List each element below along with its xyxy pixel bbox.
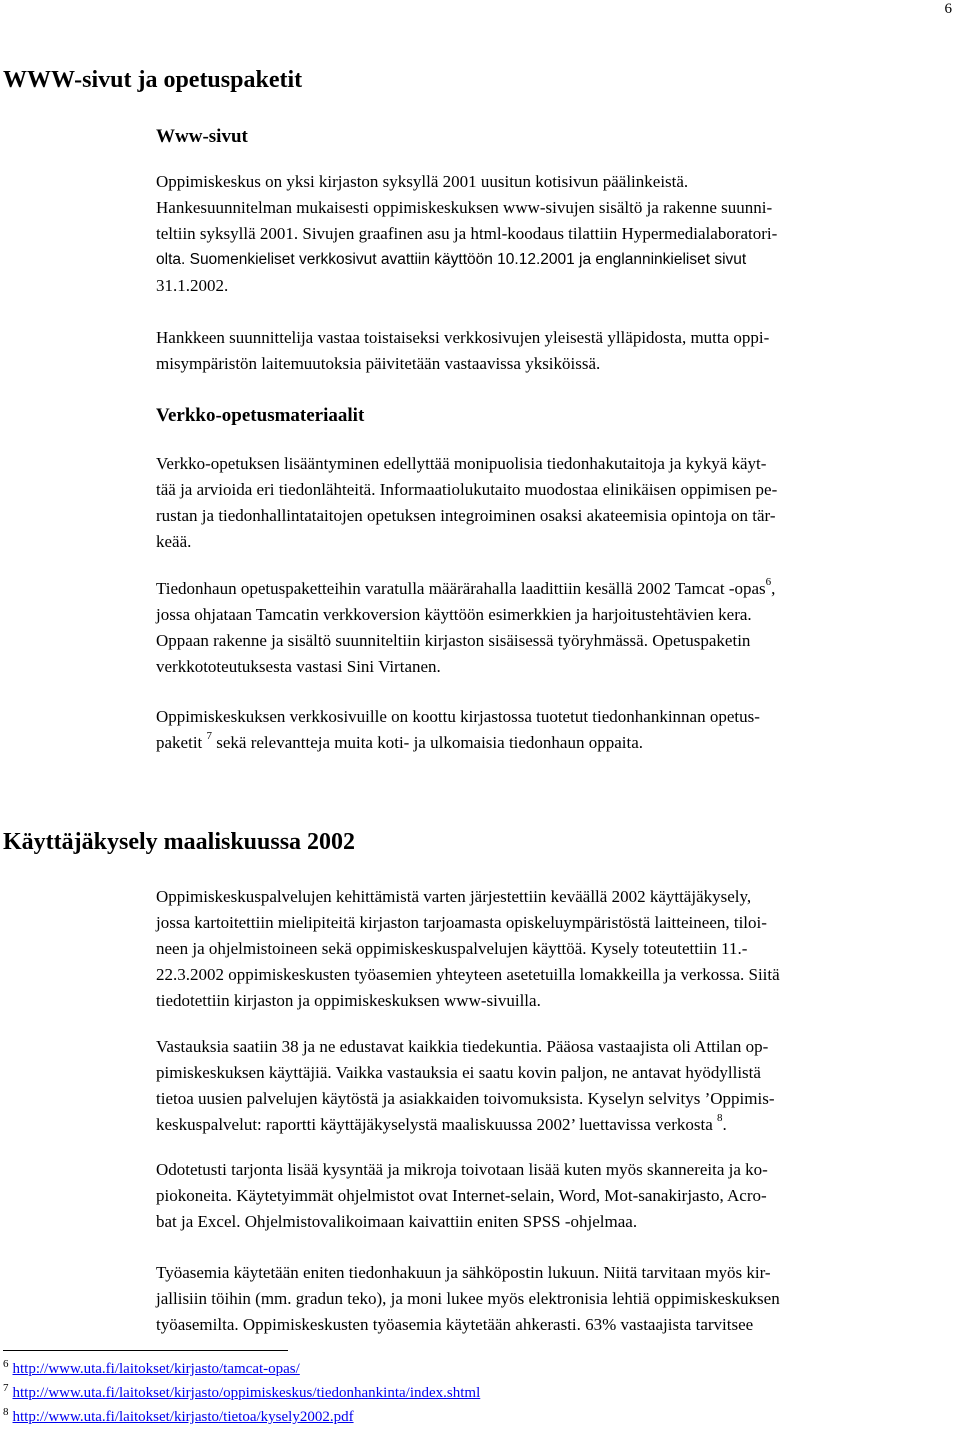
- text-line: [156, 1112, 956, 1138]
- paragraph-tarjonta: [156, 1157, 956, 1235]
- text-fragment: keskuspalvelut: raportti käyttäjäkyselystä maaliskuussa 2002’ luettavissa verkosta: [156, 1115, 718, 1134]
- text-line: tietoa uusien palvelujen käytöstä ja asiakkaiden toivomuksista. Kyselyn selvitys ’Oppimis-: [156, 1089, 775, 1108]
- section-heading-kayttajakysely: Käyttäjäkysely maaliskuussa 2002: [3, 829, 356, 855]
- text-line: Työasemia käytetään eniten tiedonhakuun ja sähköpostin lukuun. Niitä tarvitaan myös kir-: [156, 1263, 771, 1282]
- text-line: bat ja Excel. Ohjelmistovalikoimaan kaivattiin eniten SPSS -ohjelmaa.: [156, 1212, 638, 1231]
- text-line: [156, 730, 956, 756]
- paragraph-www-intro: [156, 169, 956, 299]
- text-fragment: .: [722, 1115, 727, 1134]
- text-fragment: Tiedonhaun opetuspaketteihin varatulla määrärahalla laadittiin kesällä 2002 Tamcat -opas: [156, 579, 766, 598]
- text-line: teltiin syksyllä 2001. Sivujen graafinen asu ja html-koodaus tilattiin Hypermedialaboratori-: [156, 224, 778, 243]
- text-line: Hankkeen suunnittelija vastaa toistaiseksi verkkosivujen yleisestä ylläpidosta, mutta oppi-: [156, 328, 770, 347]
- paragraph-opetuspaketit: [156, 704, 956, 756]
- page-number: 6: [944, 1, 952, 17]
- text-fragment: ,: [771, 579, 776, 598]
- paragraph-vastaukset: [156, 1034, 956, 1138]
- footnote-ref-6: 6: [765, 576, 772, 589]
- paragraph-www-maintenance: [156, 325, 956, 377]
- text-line: pimiskeskuksen käyttäjiä. Vaikka vastauksia ei saatu kovin paljon, ne antavat hyödyllistä: [156, 1063, 761, 1082]
- text-line: olta. Suomenkieliset verkkosivut avattiin käyttöön 10.12.2001 ja englanninkieliset sivut: [156, 251, 747, 268]
- footnote-number: 7: [3, 1382, 9, 1394]
- text-line: misympäristön laitemuutoksia päivitetään vastaavissa yksiköissä.: [156, 354, 601, 373]
- text-line: Oppimiskeskuksen verkkosivuille on koottu kirjastossa tuotetut tiedonhankinnan opetus-: [156, 707, 760, 726]
- subheading-www-sivut: Www-sivut: [156, 126, 248, 147]
- text-line: rustan ja tiedonhallintataitojen opetuksen integroiminen osaksi akateemisia opintoja on tär-: [156, 506, 776, 525]
- footnote-divider: [3, 1350, 288, 1351]
- text-line: jossa ohjataan Tamcatin verkkoversion käyttöön esimerkkien ja harjoitustehtävien kera.: [156, 605, 752, 624]
- section-heading-www: WWW-sivut ja opetuspaketit: [3, 67, 303, 93]
- text-line: [156, 576, 956, 602]
- text-line: neen ja ohjelmistoineen sekä oppimiskeskuspalvelujen käyttöä. Kysely toteutettiin 11.-: [156, 939, 748, 958]
- text-line: verkkototeutuksesta vastasi Sini Virtanen.: [156, 657, 441, 676]
- text-line: 22.3.2002 oppimiskeskusten työasemien yhteyteen asetetuilla lomakkeilla ja verkossa. Siitä: [156, 965, 780, 984]
- text-fragment: paketit: [156, 733, 207, 752]
- text-line: jallisiin töihin (mm. gradun teko), ja moni lukee myös elektronisia lehtiä oppimiskeskuksen: [156, 1289, 780, 1308]
- footnote-number: 8: [3, 1406, 9, 1418]
- footnote-ref-7: 7: [206, 730, 213, 743]
- text-line: keää.: [156, 532, 192, 551]
- text-line: 31.1.2002.: [156, 276, 229, 295]
- text-line: työasemilta. Oppimiskeskusten työasemia käytetään ahkerasti. 63% vastaajista tarvitsee: [156, 1315, 754, 1334]
- text-line: Oppimiskeskus on yksi kirjaston syksyllä 2001 uusitun kotisivun päälinkeistä.: [156, 172, 689, 191]
- paragraph-tyoasemat: [156, 1260, 956, 1338]
- text-line: Oppimiskeskuspalvelujen kehittämistä varten järjestettiin keväällä 2002 käyttäjäkysely,: [156, 887, 752, 906]
- footnote-6: [3, 1358, 480, 1382]
- text-fragment: sekä relevantteja muita koti- ja ulkomaisia tiedonhaun oppaita.: [212, 733, 644, 752]
- footnotes: [3, 1358, 480, 1430]
- text-line: Vastauksia saatiin 38 ja ne edustavat kaikkia tiedekuntia. Pääosa vastaajista oli Attilan op-: [156, 1037, 769, 1056]
- footnote-8: [3, 1406, 480, 1430]
- text-line: Verkko-opetuksen lisääntyminen edellyttää monipuolisia tiedonhakutaitoja ja kykyä käyt-: [156, 454, 767, 473]
- subheading-verkko-opetusmateriaalit: Verkko-opetusmateriaalit: [156, 405, 365, 426]
- footnote-link-kysely2002[interactable]: http://www.uta.fi/laitokset/kirjasto/tietoa/kysely2002.pdf: [12, 1409, 354, 1425]
- footnote-number: 6: [3, 1358, 9, 1370]
- text-line: Odotetusti tarjonta lisää kysyntää ja mikroja toivotaan lisää kuten myös skannereita ja ko-: [156, 1160, 768, 1179]
- paragraph-tamcat-opas: [156, 576, 956, 680]
- paragraph-kysely-intro: [156, 884, 956, 1014]
- footnote-link-tiedonhankinta[interactable]: http://www.uta.fi/laitokset/kirjasto/oppimiskeskus/tiedonhankinta/index.shtml: [12, 1385, 481, 1401]
- text-line: Hankesuunnitelman mukaisesti oppimiskeskuksen www-sivujen sisältö ja rakenne suunni-: [156, 198, 773, 217]
- text-line: jossa kartoitettiin mielipiteitä kirjaston tarjoamasta opiskeluympäristöstä laitteineen, tiloi-: [156, 913, 767, 932]
- text-line: tää ja arvioida eri tiedonlähteitä. Informaatiolukutaito muodostaa elinikäisen oppimisen pe-: [156, 480, 778, 499]
- text-line: piokoneita. Käytetyimmät ohjelmistot ovat Internet-selain, Word, Mot-sanakirjasto, Acro-: [156, 1186, 767, 1205]
- footnote-link-tamcat-opas[interactable]: http://www.uta.fi/laitokset/kirjasto/tamcat-opas/: [12, 1361, 300, 1377]
- text-line: tiedotettiin kirjaston ja oppimiskeskuksen www-sivuilla.: [156, 991, 541, 1010]
- footnote-ref-8: 8: [717, 1112, 723, 1125]
- footnote-7: [3, 1382, 480, 1406]
- paragraph-verkko-intro: [156, 451, 956, 555]
- text-line: Oppaan rakenne ja sisältö suunniteltiin kirjaston sisäisessä työryhmässä. Opetuspaketin: [156, 631, 751, 650]
